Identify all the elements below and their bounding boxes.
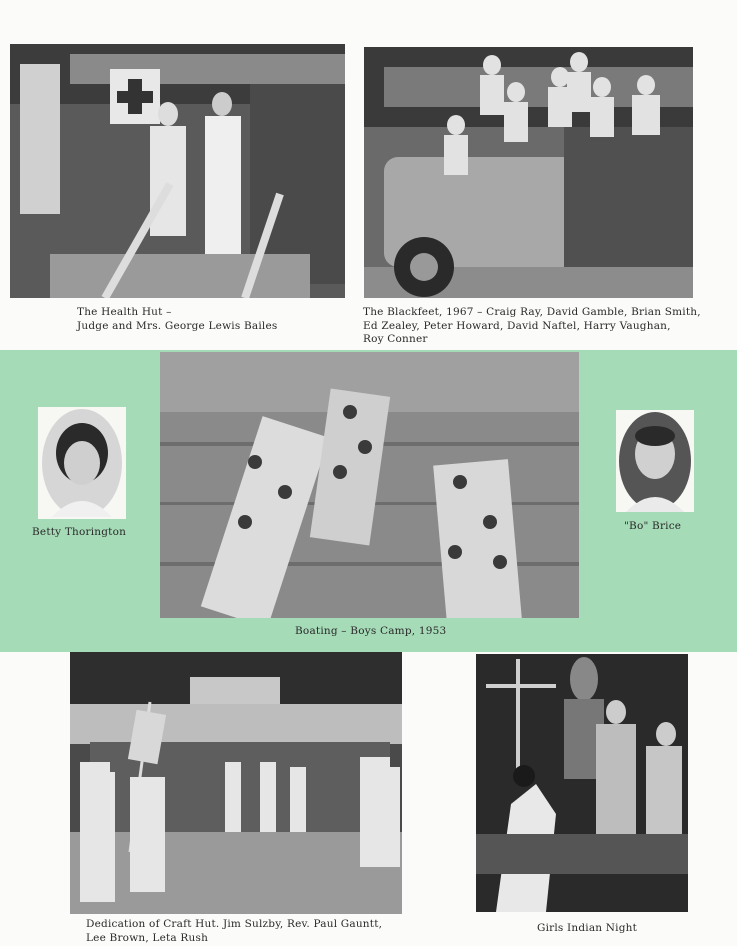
- boating-caption: Boating – Boys Camp, 1953: [295, 625, 447, 637]
- bo-brice-caption: "Bo" Brice: [624, 520, 682, 532]
- health-hut-photo: [10, 44, 345, 298]
- betty-caption: Betty Thorington: [32, 526, 127, 538]
- bo-brice-portrait: [616, 410, 694, 512]
- indian-night-caption: Girls Indian Night: [537, 922, 638, 934]
- boating-photo: [160, 352, 579, 618]
- blackfeet-truck-photo: [364, 47, 693, 298]
- girls-indian-night-photo: [476, 654, 688, 912]
- betty-portrait: [38, 407, 126, 519]
- health-hut-caption: The Health Hut – Judge and Mrs. George Lewis Bailes: [77, 306, 278, 332]
- blackfeet-caption: The Blackfeet, 1967 – Craig Ray, David Gamble, Brian Smith, Ed Zealey, Peter Howard, David Naftel, Harry Vaughan, Roy Conner: [363, 306, 701, 345]
- craft-hut-dedication-photo: [70, 652, 402, 914]
- craft-hut-caption: Dedication of Craft Hut. Jim Sulzby, Rev. Paul Gauntt, Lee Brown, Leta Rush: [86, 918, 383, 944]
